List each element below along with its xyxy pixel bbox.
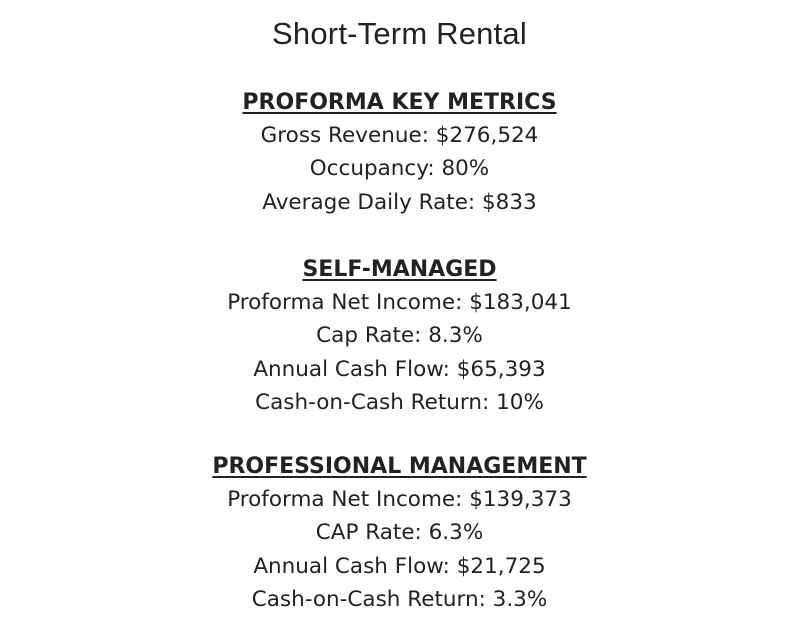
professional-net-income-line: Proforma Net Income: $139,373 [227,487,572,512]
self-managed-annual-cash-flow-line: Annual Cash Flow: $65,393 [253,356,546,382]
self-managed-section [0,253,799,419]
professional-cap-rate-line: CAP Rate: 6.3% [315,520,484,546]
proforma-key-metrics-section [0,86,799,219]
section-heading-professional-management: PROFESSIONAL MANAGEMENT [212,454,587,479]
professional-annual-cash-flow-line: Annual Cash Flow: $21,725 [253,553,546,579]
average-daily-rate-line: Average Daily Rate: $833 [262,189,537,215]
page-title: Short-Term Rental [272,16,527,51]
self-managed-cap-rate-line: Cap Rate: 8.3% [316,323,483,349]
section-heading-proforma-key-metrics: PROFORMA KEY METRICS [242,90,557,115]
professional-cash-on-cash-line: Cash-on-Cash Return: 3.3% [251,586,548,612]
self-managed-cash-on-cash-line: Cash-on-Cash Return: 10% [255,389,544,415]
section-heading-self-managed: SELF-MANAGED [302,257,497,282]
professional-management-section [0,450,799,616]
gross-revenue-line: Gross Revenue: $276,524 [260,123,539,148]
occupancy-line: Occupancy: 80% [309,156,490,182]
self-managed-net-income-line: Proforma Net Income: $183,041 [227,290,572,315]
